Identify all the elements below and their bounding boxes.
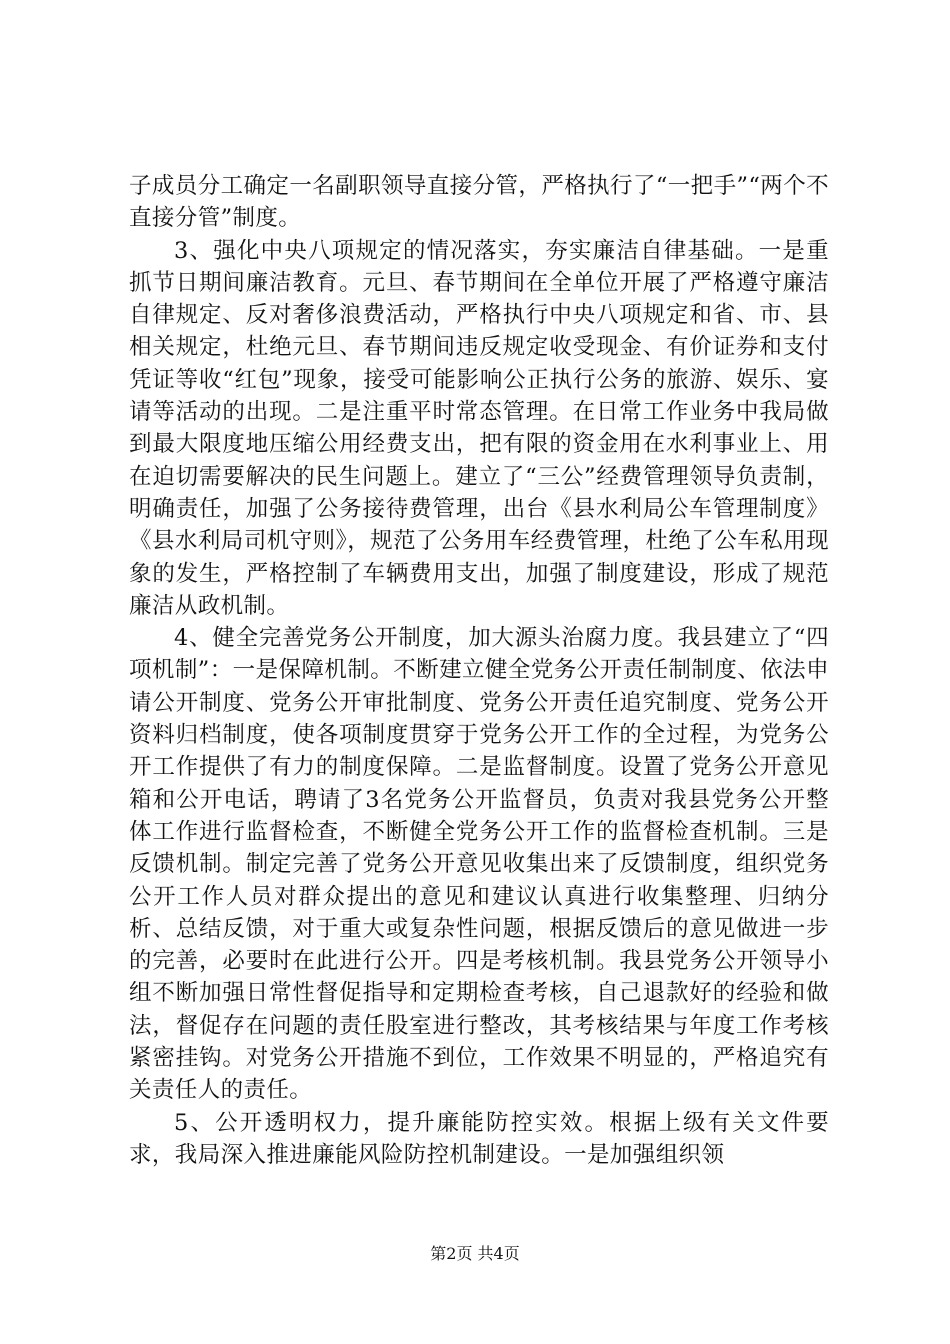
paragraph-continuation: 子成员分工确定一名副职领导直接分管，严格执行了“一把手”“两个不直接分管”制度。 — [129, 173, 829, 232]
paragraph-section-5: 5、公开透明权力，提升廉能防控实效。根据上级有关文件要求，我局深入推进廉能风险防控机制建设。一是加强组织领 — [129, 1109, 829, 1168]
document-body — [129, 170, 829, 1171]
page-footer: 第2页 共4页 — [430, 1244, 520, 1263]
paragraph-section-3: 3、强化中央八项规定的情况落实，夯实廉洁自律基础。一是重抓节日期间廉洁教育。元旦、春节期间在全单位开展了严格遵守廉洁自律规定、反对奢侈浪费活动，严格执行中央八项规定和省、市、县相关规定，杜绝元旦、春节期间违反规定收受现金、有价证券和支付凭证等收“红包”现象，接受可能影响公正执行公务的旅游、娱乐、宴请等活动的出现。二是注重平时常态管理。在日常工作业务中我局做到最大限度地压缩公用经费支出，把有限的资金用在水利事业上、用在迫切需要解决的民生问题上。建立了“三公”经费管理领导负责制，明确责任，加强了公务接待费管理，出台《县水利局公车管理制度》《县水利局司机守则》，规范了公务用车经费管理，杜绝了公车私用现象的发生，严格控制了车辆费用支出，加强了制度建设，形成了规范廉洁从政机制。 — [129, 237, 829, 619]
paragraph-section-4: 4、健全完善党务公开制度，加大源头治腐力度。我县建立了“四项机制”：一是保障机制。不断建立健全党务公开责任制制度、依法申请公开制度、党务公开审批制度、党务公开责任追究制度、党务公开资料归档制度，使各项制度贯穿于党务公开工作的全过程，为党务公开工作提供了有力的制度保障。二是监督制度。设置了党务公开意见箱和公开电话，聘请了3名党务公开监督员，负责对我县党务公开整体工作进行监督检查，不断健全党务公开工作的监督检查机制。三是反馈机制。制定完善了党务公开意见收集出来了反馈制度，组织党务公开工作人员对群众提出的意见和建议认真进行收集整理、归纳分析、总结反馈，对于重大或复杂性问题，根据反馈后的意见做进一步的完善，必要时在此进行公开。四是考核机制。我县党务公开领导小组不断加强日常性督促指导和定期检查考核，自己退款好的经验和做法，督促存在问题的责任股室进行整改，其考核结果与年度工作考核紧密挂钩。对党务公开措施不到位，工作效果不明显的，严格追究有关责任人的责任。 — [129, 625, 829, 1104]
